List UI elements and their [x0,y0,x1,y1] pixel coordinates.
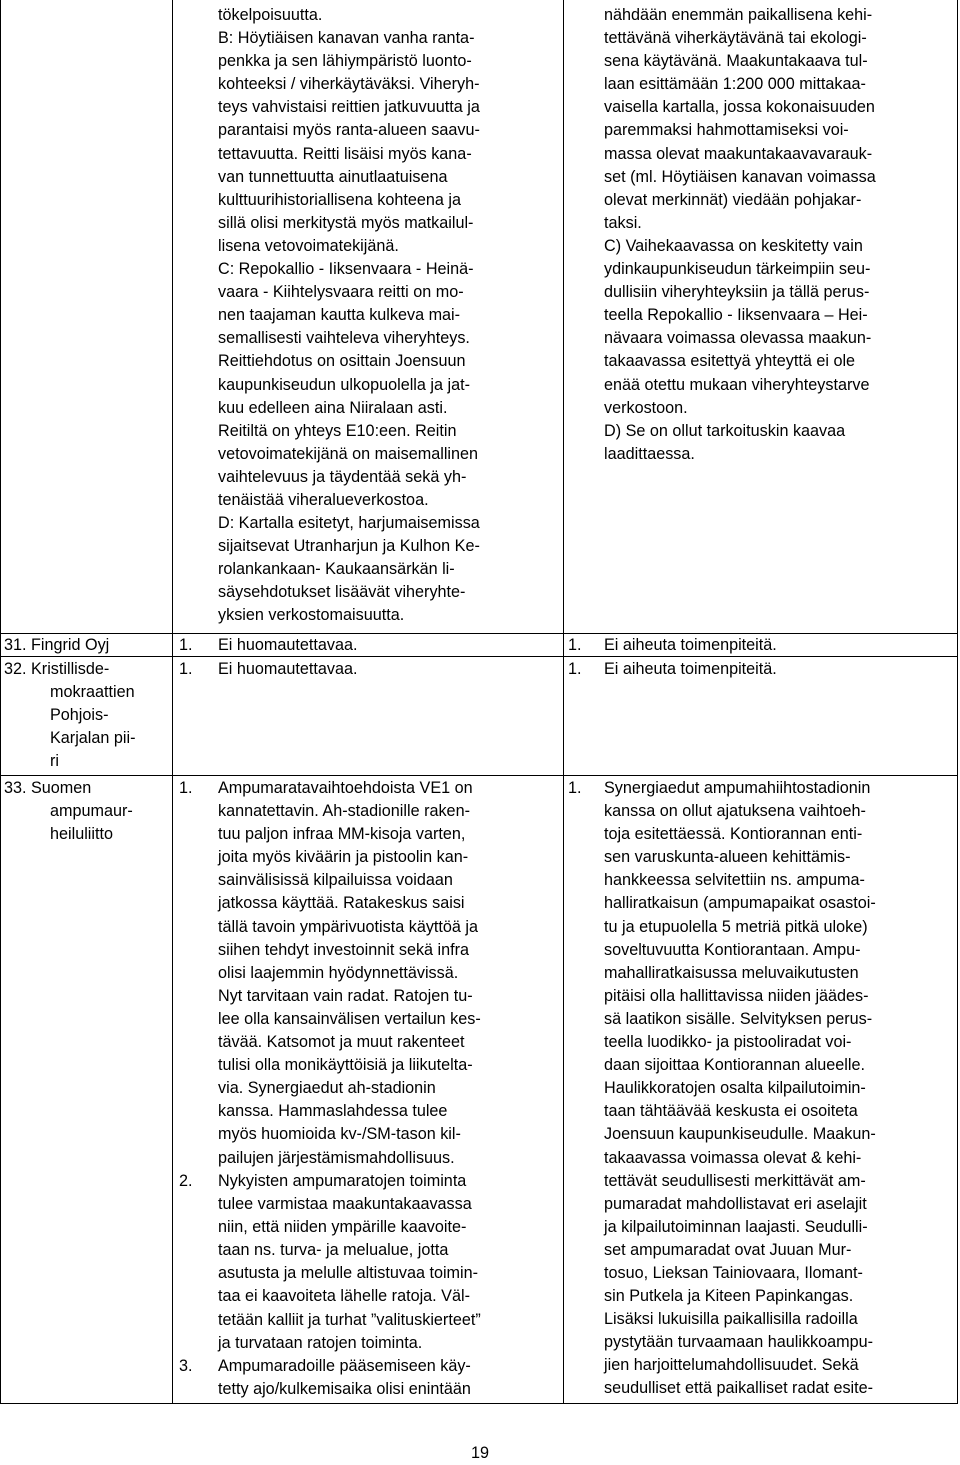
text-line: D: Kartalla esitetyt, harjumaisemissa [218,514,480,533]
text-line: set (ml. Höytiäisen kanavan voimassa [604,167,876,186]
text-line: halliratkaisun (ampumapaikat osastoi- [604,894,876,913]
text-line: kanssa on ollut ajatuksena vaihtoeh- [604,802,866,821]
org-line: heiluliitto [50,825,113,844]
text-line: pystytään turvaamaan haulikkoampu- [604,1333,874,1352]
text-line: tetään kalliit ja turhat ”valituskierteet” [218,1310,481,1329]
text-line: paremmaksi hahmottamiseksi voi- [604,121,849,140]
text-line: enää otettu mukaan viheryhteystarve [604,375,870,394]
row-divider-33 [0,775,958,776]
table-left-border [0,0,1,1404]
text-line: vaara - Kiihtelysvaara reitti on mo- [218,283,464,302]
text-line: nähdään enemmän paikallisena kehi- [604,6,873,24]
continued-response-text [604,4,876,466]
text-line: vaisella kartalla, jossa kokonaisuuden [604,98,875,117]
org-line: Pohjois- [50,706,109,725]
text-line: taa ei kaavoiteta lähelle ratoja. Väl- [218,1287,470,1306]
text-line: laan esittämään 1:200 000 mittakaa- [604,75,866,94]
text-line: yksien verkostomaisuutta. [218,606,405,625]
text-line: D) Se on ollut tarkoituskin kaavaa [604,421,846,440]
item-number: 1. [179,636,193,654]
text-line: tökelpoisuutta. [218,6,323,24]
text-line: set ampumaradat ovat Juuan Mur- [604,1240,852,1259]
item-number: 3. [179,1357,193,1375]
text-line: soveltuvuutta Kontiorantaan. Ampu- [604,940,861,959]
text-line: olisi laajemmin hyödynnettävissä. [218,963,459,982]
row-divider-32 [0,656,958,657]
item-number: 1. [179,660,193,678]
org-line: 32. Kristillisde- [4,660,110,678]
org-name-33 [4,777,133,846]
text-line: sä laatikon sisälle. Selvityksen perus- [604,1009,873,1028]
text-line: sen varuskunta-alueen kehittämis- [604,848,851,867]
text-line: tosuo, Lieksan Tainiovaara, Ilomant- [604,1263,863,1282]
text-line: kohteeksi / viherkäytäväksi. Viheryh- [218,75,480,94]
text-line: kulttuurihistoriallisena kohteena ja [218,190,461,209]
text-line: Ampumaradoille pääsemiseen käy- [218,1357,471,1375]
text-line: Lisäksi lukuisilla paikallisilla radoilla [604,1310,858,1329]
text-line: Haulikkoratojen osalta kilpailutoimin- [604,1079,866,1098]
text-line: parantaisi myös ranta-alueen saavu- [218,121,480,140]
text-line: sin Putkela ja Kiteen Papinkangas. [604,1287,854,1306]
text-line: joita myös kiväärin ja pistoolin kan- [218,848,469,867]
text-line: Reittiehdotus on osittain Joensuun [218,352,466,371]
text-line: B: Höytiäisen kanavan vanha ranta- [218,29,475,48]
text-line: ja turvataan ratojen toiminta. [218,1333,423,1352]
text-line: nävaara voimassa olevassa maakun- [604,329,872,348]
text-line: C) Vaihekaavassa on keskitetty vain [604,236,863,255]
text-line: tuu paljon infraa MM-kisoja varten, [218,825,466,844]
text-line: lee olla kansainvälisen vertailun kes- [218,1009,481,1028]
text-line: teella Repokallio - Iiksenvaara – Hei- [604,306,868,325]
org-name-31 [4,634,109,657]
row-divider-31 [0,633,958,634]
item-number: 1. [179,779,193,797]
text-line: mahalliratkaisussa meluvaikutusten [604,963,859,982]
objection-text-33-item-3 [218,1355,471,1401]
text-line: Synergiaedut ampumahiihtostadionin [604,779,871,797]
text-line: tulisi olla monikäyttöisiä ja liikutelta- [218,1056,473,1075]
table-col-divider-1 [172,0,173,1404]
text-line: toja esitettäessä. Kontiorannan enti- [604,825,863,844]
response-number: 1. [568,636,582,654]
org-line: Karjalan pii- [50,729,136,748]
continued-objection-text [218,4,480,628]
text-line: hankkeessa selvitettiin ns. ampuma- [604,871,865,890]
text-line: asutusta ja melulle altistuvaa toimin- [218,1264,479,1283]
text-line: Ampumaratavaihtoehdoista VE1 on [218,779,473,797]
objection-text-31 [218,634,357,657]
text-line: tenäistää viheralueverkostoa. [218,490,429,509]
text-line: taan tähtäävää keskusta ei osoiteta [604,1102,858,1121]
text-line: sena käytävänä. Maakuntakaava tul- [604,52,868,71]
text-line: tettävänä viherkäytävänä tai ekologi- [604,29,867,48]
text-line: Joensuun kaupunkiseudulle. Maakun- [604,1125,876,1144]
text-line: verkostoon. [604,398,688,417]
text-line: vetovoimatekijänä on maisemallinen [218,444,479,463]
text-line: tettavuutta. Reitti lisäisi myös kana- [218,144,472,163]
response-text-32 [604,658,777,681]
text-line: kanssa. Hammaslahdessa tulee [218,1102,448,1121]
text-line: takaavassa esitettyä yhteyttä ei ole [604,352,856,371]
text-line: laadittaessa. [604,444,695,463]
text-line: ydinkaupunkiseudun tärkeimpiin seu- [604,260,871,279]
text-line: kuu edelleen aina Niiralaan asti. [218,398,448,417]
text-line: pailujen järjestämismahdollisuus. [218,1148,455,1167]
text-line: tettävät seudullisesti merkittävät am- [604,1171,866,1190]
text-line: siihen tehdyt investoinnit sekä infra [218,940,470,959]
text-line: sillä olisi merkitystä myös matkailul- [218,213,474,232]
text-line: rolankankaan- Kaukaansärkän li- [218,560,455,579]
text-line: niin, että niiden ympärille kaavoite- [218,1218,467,1237]
text-line: sijaitsevat Utranharjun ja Kulhon Ke- [218,537,480,556]
text-line: nen taajaman kautta kulkeva mai- [218,306,461,325]
text-line: säysehdotukset lisäävät viheryhte- [218,583,466,602]
text-line: kaupunkiseudun ulkopuolella ja jat- [218,375,470,394]
text-line: ja kilpailutoiminnan laajasti. Seudulli- [604,1217,868,1236]
text-line: C: Repokallio - Iiksenvaara - Heinä- [218,260,474,279]
objection-text-33-item-2 [218,1170,481,1355]
text-line: daan sijoittaa Kontiorannan alueelle. [604,1056,865,1075]
text-line: penkka ja sen lähiympäristö luonto- [218,52,472,71]
text-line: Nykyisten ampumaratojen toiminta [218,1172,467,1190]
org-line: ri [50,752,59,771]
text-line: teella luodikko- ja pistooliradat voi- [604,1033,852,1052]
text-line: tu ja etupuolella 5 metriä pitkä uloke) [604,917,868,936]
text-line: tetty ajo/kulkemisaika olisi enintään [218,1380,471,1399]
response-text-33 [604,777,876,1401]
text-line: vaihtelevuus ja täydentää sekä yh- [218,467,467,486]
response-number: 1. [568,660,582,678]
text-line: pumaradat mahdollistavat eri aselajit [604,1194,867,1213]
text-line: Reitiltä on yhteys E10:een. Reitin [218,421,457,440]
table-bottom-border [0,1403,958,1404]
org-line: mokraattien [50,683,135,702]
text-line: Ei aiheuta toimenpiteitä. [604,660,777,678]
text-line: taksi. [604,213,642,232]
text-line: jien harjoittelumahdollisuudet. Sekä [604,1356,859,1375]
org-name-32 [4,658,135,773]
text-line: myös huomioida kv-/SM-tason kil- [218,1125,461,1144]
text-line: takaavassa voimassa olevat & kehi- [604,1148,862,1167]
text-line: dullisiin viheryhteyksiin ja tällä perus- [604,283,870,302]
text-line: tällä tavoin ympärivuotista käyttöä ja [218,917,479,936]
text-line: sainvälisissä kilpailuissa voidaan [218,871,453,890]
text-line: Nyt tarvitaan vain radat. Ratojen tu- [218,986,473,1005]
response-number: 1. [568,779,582,797]
text-line: van tunnettuutta ainutlaatuisena [218,167,448,186]
text-line: teys vahvistaisi reittien jatkuvuutta ja [218,98,480,117]
text-line: tulee varmistaa maakuntakaavassa [218,1195,472,1214]
text-line: seudulliset että paikalliset radat esite- [604,1379,874,1398]
text-line: lisena vetovoimatekijänä. [218,236,399,255]
objection-text-33-item-1 [218,777,481,1170]
org-line: ampumaur- [50,802,133,821]
table-col-divider-2 [563,0,564,1404]
text-line: pitäisi olla hallittavissa niiden jäädes- [604,986,869,1005]
org-line: 33. Suomen [4,779,92,797]
page-number: 19 [470,1444,489,1462]
response-text-31 [604,634,777,657]
text-line: massa olevat maakuntakaavavarauk- [604,144,873,163]
text-line: taan ns. turva- ja melualue, jotta [218,1241,449,1260]
text-line: Ei aiheuta toimenpiteitä. [604,636,777,654]
text-line: via. Synergiaedut ah-stadionin [218,1079,436,1098]
text-line: Ei huomautettavaa. [218,660,358,678]
text-line: Ei huomautettavaa. [218,636,358,654]
text-line: semallisesti vaihteleva viheryhteys. [218,329,470,348]
objection-text-32 [218,658,357,681]
text-line: kannatettavin. Ah-stadionille raken- [218,802,470,821]
text-line: jatkossa käyttää. Ratakeskus saisi [218,894,465,913]
item-number: 2. [179,1172,193,1190]
text-line: tävää. Katsomot ja muut rakenteet [218,1033,465,1052]
table-right-border [957,0,958,1404]
text-line: olevat merkinnät) viedään pohjakar- [604,190,862,209]
org-line: 31. Fingrid Oyj [4,636,110,654]
